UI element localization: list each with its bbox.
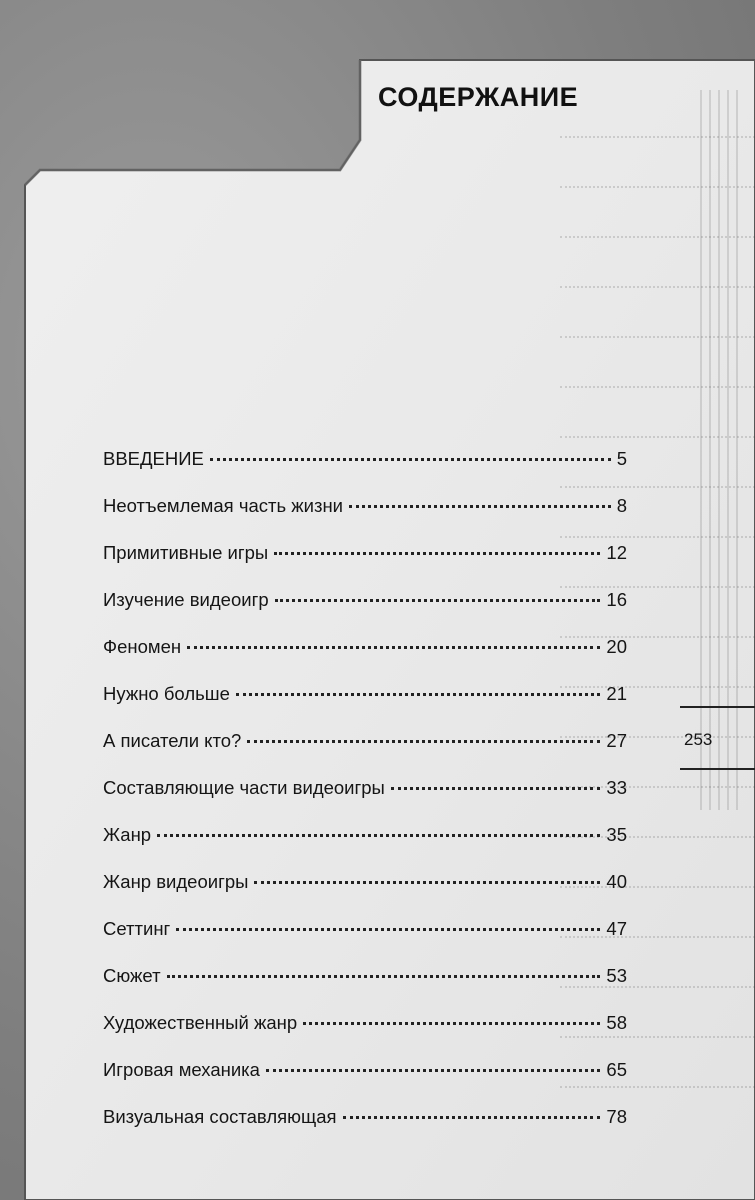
toc-entry-label: Нужно больше <box>103 683 230 704</box>
toc-entry <box>103 824 627 871</box>
toc-leader-dots <box>254 881 600 884</box>
toc-entry-page: 35 <box>606 824 627 845</box>
toc-leader-dots <box>167 975 601 978</box>
toc-leader-dots <box>157 834 600 837</box>
table-of-contents <box>103 448 627 1153</box>
toc-leader-dots <box>343 1116 601 1119</box>
toc-entry <box>103 495 627 542</box>
toc-entry <box>103 448 627 495</box>
toc-entry-page: 33 <box>606 777 627 798</box>
toc-entry <box>103 589 627 636</box>
toc-entry-label: Примитивные игры <box>103 542 269 563</box>
toc-entry-label: Изучение видеоигр <box>103 589 269 610</box>
toc-entry <box>103 1012 627 1059</box>
toc-entry-page: 20 <box>606 636 627 657</box>
toc-entry <box>103 1106 627 1153</box>
toc-entry-page: 58 <box>606 1012 627 1033</box>
toc-leader-dots <box>187 646 600 649</box>
toc-entry-label: Визуальная составляющая <box>103 1106 337 1127</box>
toc-entry-label: Игровая механика <box>103 1059 260 1080</box>
page-number-rule-bottom <box>680 768 755 770</box>
toc-entry-label: Сюжет <box>103 965 161 986</box>
toc-entry-label: Сеттинг <box>103 918 171 939</box>
toc-entry-page: 8 <box>616 495 627 516</box>
page-number-rule-top <box>680 706 755 708</box>
toc-entry <box>103 542 627 589</box>
toc-entry-label: Неотъемлемая часть жизни <box>103 495 343 516</box>
toc-leader-dots <box>274 552 600 555</box>
toc-entry-page: 21 <box>606 683 627 704</box>
page-number: 253 <box>684 730 713 749</box>
toc-entry-page: 40 <box>606 871 627 892</box>
toc-entry <box>103 965 627 1012</box>
toc-entry-label: ВВЕДЕНИЕ <box>103 448 204 469</box>
toc-entry <box>103 918 627 965</box>
toc-leader-dots <box>303 1022 600 1025</box>
toc-entry <box>103 1059 627 1106</box>
toc-entry <box>103 777 627 824</box>
toc-leader-dots <box>266 1069 600 1072</box>
toc-leader-dots <box>247 740 600 743</box>
toc-entry <box>103 730 627 777</box>
toc-entry <box>103 871 627 918</box>
toc-entry-label: Составляющие части видеоигры <box>103 777 385 798</box>
toc-entry-page: 27 <box>606 730 627 751</box>
toc-leader-dots <box>391 787 601 790</box>
margin-bleed-through <box>700 90 740 810</box>
page-fold-shadow <box>25 60 360 185</box>
toc-entry <box>103 636 627 683</box>
toc-entry-page: 5 <box>616 448 627 469</box>
toc-entry-page: 65 <box>606 1059 627 1080</box>
page-title: СОДЕРЖАНИЕ <box>378 82 579 112</box>
toc-entry-label: Жанр видеоигры <box>103 871 249 892</box>
toc-leader-dots <box>236 693 601 696</box>
toc-entry-label: А писатели кто? <box>103 730 242 751</box>
toc-entry-page: 53 <box>606 965 627 986</box>
toc-entry-page: 12 <box>606 542 627 563</box>
toc-entry-page: 47 <box>606 918 627 939</box>
toc-leader-dots <box>176 928 600 931</box>
toc-entry-label: Феномен <box>103 636 182 657</box>
toc-leader-dots <box>275 599 601 602</box>
toc-entry-label: Жанр <box>103 824 152 845</box>
toc-entry-page: 78 <box>606 1106 627 1127</box>
toc-entry <box>103 683 627 730</box>
toc-leader-dots <box>210 458 611 461</box>
toc-leader-dots <box>349 505 611 508</box>
toc-entry-label: Художественный жанр <box>103 1012 298 1033</box>
toc-entry-page: 16 <box>606 589 627 610</box>
